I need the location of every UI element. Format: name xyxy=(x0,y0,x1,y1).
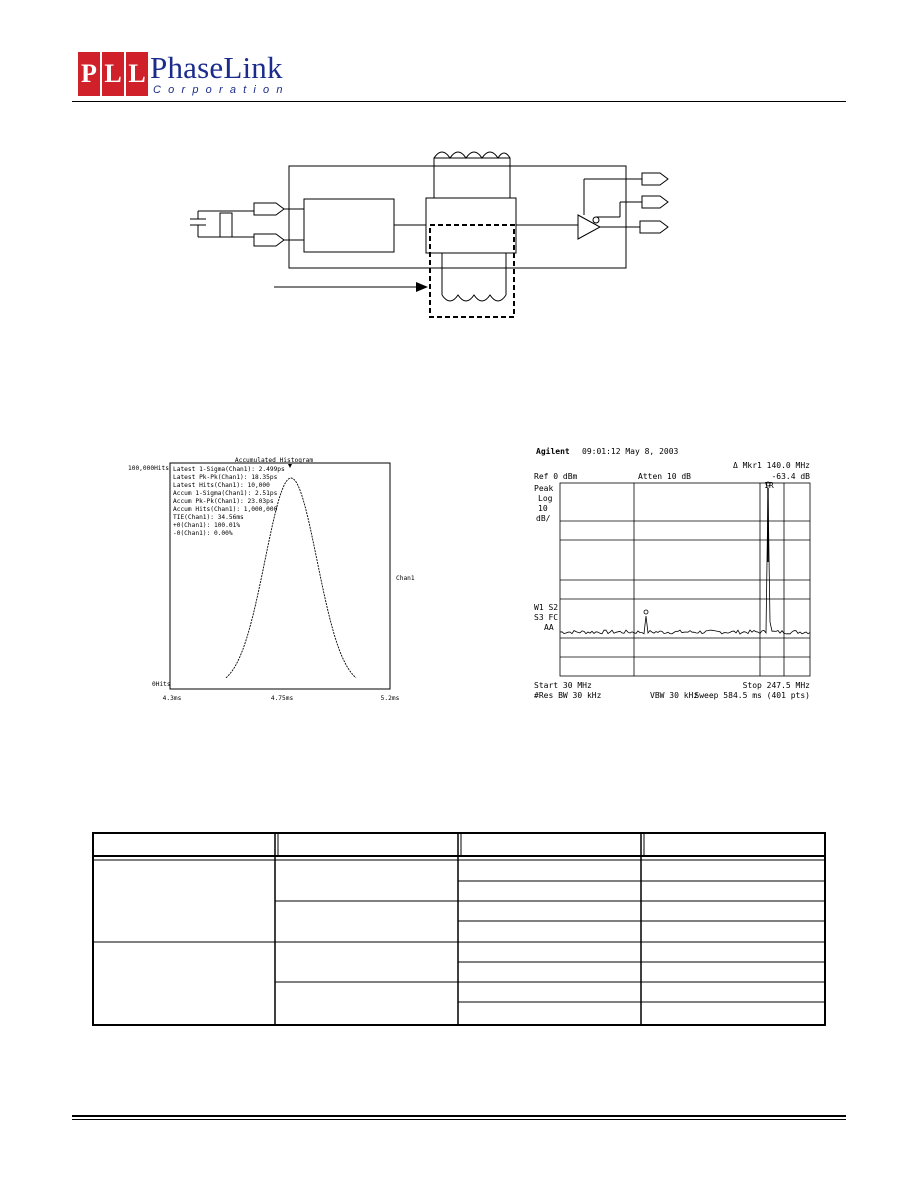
input-pad-xin xyxy=(254,203,284,215)
histogram-title: Accumulated Histogram xyxy=(234,457,314,464)
spectrum-marker-value: -63.4 dB xyxy=(771,472,810,481)
logo-letter-l1: L xyxy=(102,52,124,96)
spectrum-left-s3fc: S3 FC xyxy=(534,613,559,622)
bottom-inductor-coil xyxy=(442,295,506,301)
histogram-x-tick-mid: 4.75ms xyxy=(270,695,294,702)
histogram-stat-line: Accum 1-Sigma(Chan1): 2.51ps xyxy=(173,490,278,497)
input-pad-xout xyxy=(254,234,284,246)
spectrum-grid xyxy=(560,482,810,676)
histogram-stat-line: -0(Chan1): 0.00% xyxy=(173,530,233,537)
dashed-inductor-box xyxy=(430,225,514,317)
control-arrow-head xyxy=(416,282,428,292)
oscillator-block xyxy=(304,199,394,252)
company-logo xyxy=(78,50,308,100)
histogram-stat-line: Latest Hits(Chan1): 10,000 xyxy=(173,482,270,489)
spectrum-ref: Ref 0 dBm xyxy=(534,472,578,481)
spectrum-trace xyxy=(560,490,810,634)
histogram-peak-marker xyxy=(288,464,292,468)
spec-table xyxy=(92,832,826,1026)
output-pad-1 xyxy=(642,173,668,185)
output-pad-3 xyxy=(640,221,668,233)
histogram-stat-line: Accum Hits(Chan1): 1,000,000 xyxy=(173,506,278,513)
spectrum-left-w1s2: W1 S2 xyxy=(534,603,559,612)
spectrum-left-10: 10 xyxy=(538,504,548,513)
spectrum-start: Start 30 MHz xyxy=(534,681,592,690)
logo-letter-l2: L xyxy=(126,52,148,96)
top-inductor-coil xyxy=(434,152,510,158)
spectrum-left-peak: Peak xyxy=(534,484,554,493)
footer-rule-thick xyxy=(72,1115,846,1117)
spectrum-atten: Atten 10 dB xyxy=(638,472,691,481)
logo-letter-p: P xyxy=(78,52,100,96)
histogram-stat-line: TIE(Chan1): 34.56ms xyxy=(173,514,244,521)
spectrum-left-aa: AA xyxy=(544,623,554,632)
crystal-resistor xyxy=(220,213,232,237)
spectrum-left-db: dB/ xyxy=(536,514,551,523)
histogram-stat-line: Latest Pk-Pk(Chan1): 18.35ps xyxy=(173,474,278,481)
company-subtitle: Corporation xyxy=(153,84,290,96)
spectrum-brand: Agilent xyxy=(536,447,570,456)
spectrum-timestamp: 09:01:12 May 8, 2003 xyxy=(582,447,679,456)
output-buffer xyxy=(578,215,600,239)
histogram-stat-line: +0(Chan1): 100.01% xyxy=(173,522,241,529)
spectrum-res-bw: #Res BW 30 kHz xyxy=(534,691,602,700)
histogram-y-bottom: 0Hits xyxy=(152,681,171,688)
output-pad-2 xyxy=(642,196,668,208)
table-border xyxy=(93,833,825,1025)
spectrum-sweep: Sweep 584.5 ms (401 pts) xyxy=(694,691,810,700)
spectrum-marker-dot xyxy=(644,610,648,614)
histogram-stat-line: Latest 1-Sigma(Chan1): 2.499ps xyxy=(173,466,285,473)
histogram-x-tick-right: 5.2ms xyxy=(380,695,400,702)
header-rule xyxy=(72,101,846,102)
spectrum-stop: Stop 247.5 MHz xyxy=(742,681,810,690)
footer-rule-thin xyxy=(72,1119,846,1120)
spectrum-marker-readout: Δ Mkr1 140.0 MHz xyxy=(732,461,810,470)
spectrum-left-log: Log xyxy=(538,494,553,503)
histogram-y-top: 100,000Hits xyxy=(128,465,169,472)
top-inductor-housing xyxy=(434,158,510,198)
spectrum-vbw: VBW 30 kHz xyxy=(650,691,699,700)
histogram-stats xyxy=(173,466,285,537)
histogram-x-tick-left: 4.3ms xyxy=(162,695,182,702)
company-name: PhaseLink xyxy=(150,50,283,85)
block-diagram xyxy=(180,145,680,325)
histogram-channel-label: Chan1 xyxy=(396,575,415,582)
jitter-histogram xyxy=(126,456,418,706)
spectrum-marker-tag: 1R xyxy=(764,481,774,490)
spectrum-plot xyxy=(530,444,815,702)
histogram-stat-line: Accum Pk-Pk(Chan1): 23.03ps xyxy=(173,498,274,505)
